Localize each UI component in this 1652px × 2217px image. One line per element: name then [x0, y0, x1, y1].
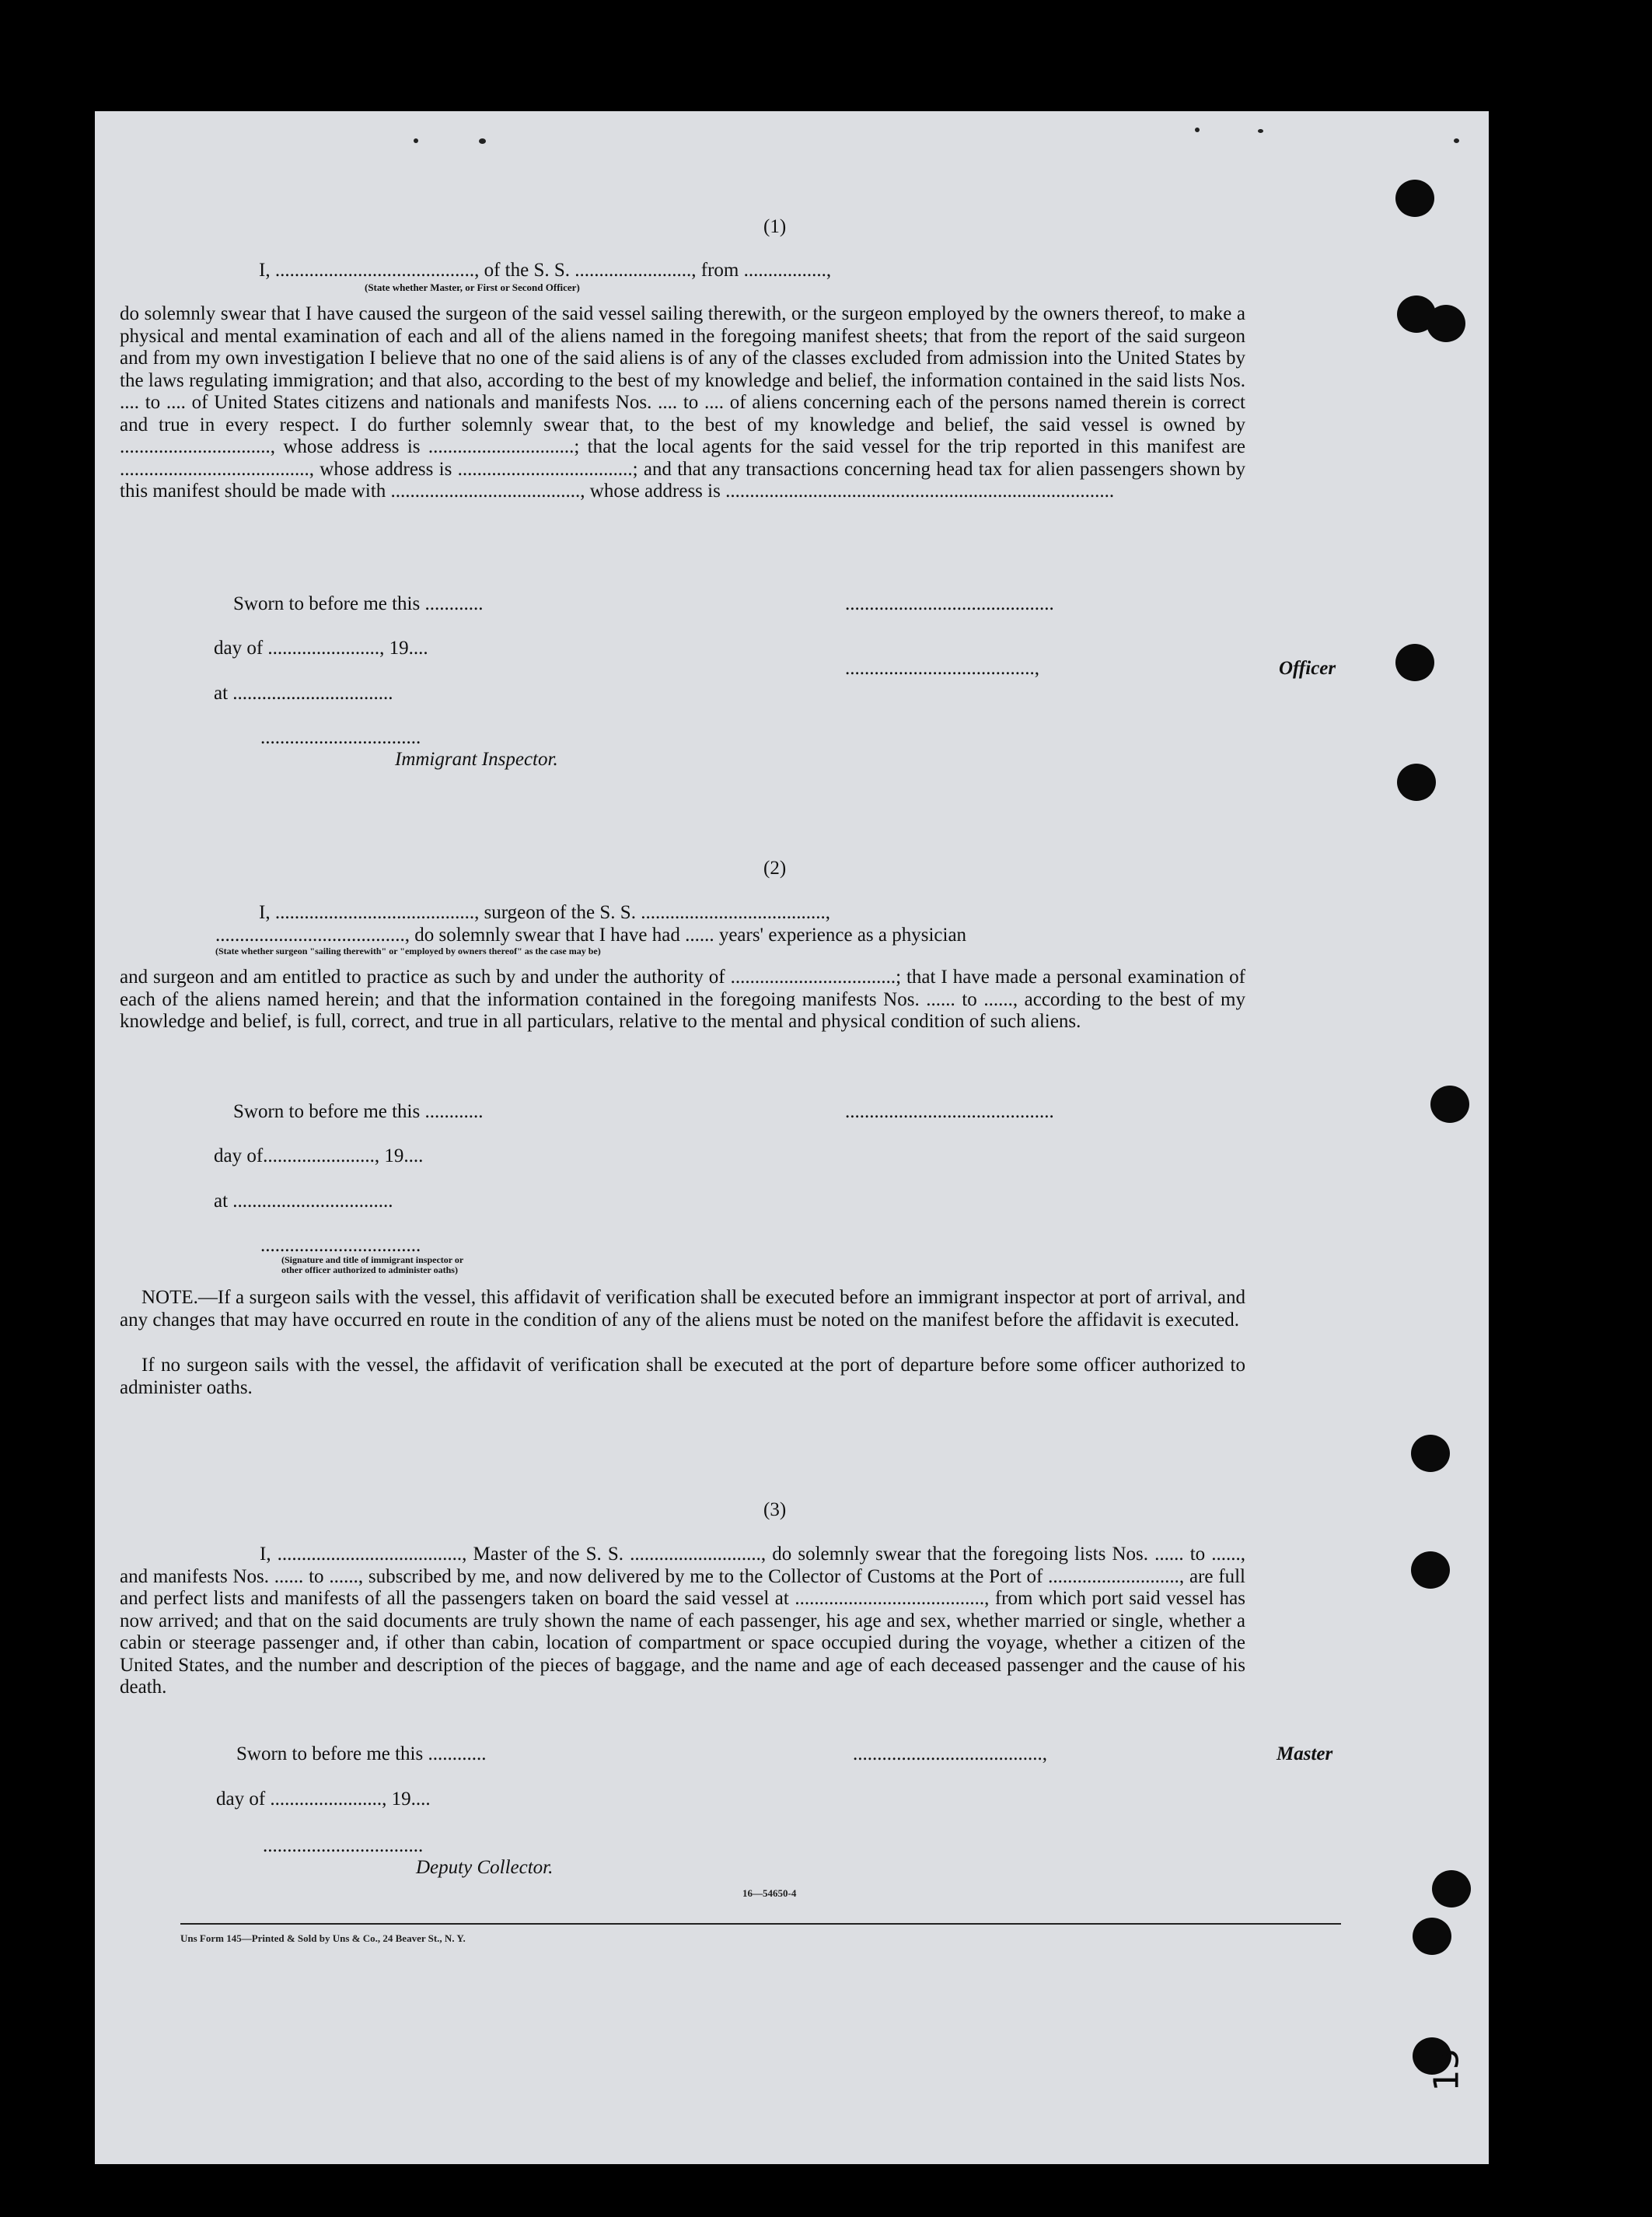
section-1-officer-line2: .......................................,	[845, 658, 1039, 679]
section-3-deputy-label: Deputy Collector.	[416, 1857, 554, 1878]
section-3-master-line: .......................................,	[853, 1743, 1047, 1764]
speck	[414, 138, 418, 143]
section-1-sworn: Sworn to before me this ............	[233, 593, 484, 614]
section-1-body: do solemnly swear that I have caused the surgeon of the said vessel sailing therewith, or the surgeon employed by the owners thereof, to make a physical and mental examination of each and all of the aliens named in the foregoing manifest sheets; that from the report of the said surgeon and from my own investigation I believe that no one of the said aliens is of any of the classes excluded from admission into the United States by the laws regulating immigration; and that also, according to the best of my knowledge and belief, the information contained in the said lists Nos. .... to .... of United States citizens and nationals and manifests Nos. .... to .... of aliens concerning each of the persons named therein is correct and true in every respect. I do further solemnly swear that, to the best of my knowledge and belief, the said vessel is owned by ..............................., whose address is ..............................; that the local agents for the said vessel for the trip reported in this manifest are ......................................., whose address is ....................................; and that any transactions concerning head tax for alien passengers shown by this manifest should be made with ......................................., whose address is ................................................................................	[120, 303, 1245, 502]
section-2-signature-note: (Signature and title of immigrant inspector or other officer authorized to administer oaths)	[281, 1254, 464, 1275]
section-2-note-2: If no surgeon sails with the vessel, the affidavit of verification shall be executed at the port of departure before some officer authorized to administer oaths.	[120, 1355, 1245, 1398]
section-2-sworn: Sworn to before me this ............	[233, 1101, 484, 1122]
section-3-master-label: Master	[1277, 1743, 1333, 1764]
section-2-line1: I, ........................................., surgeon of the S. S. ......................................,	[259, 902, 830, 923]
section-1-officer-line1: ...........................................	[845, 593, 1054, 614]
section-1-role-note: (State whether Master, or First or Second Officer)	[365, 281, 580, 293]
punch-hole	[1430, 1086, 1469, 1123]
section-1-number: (1)	[763, 216, 787, 237]
punch-hole	[1427, 305, 1465, 342]
footer-rule	[180, 1923, 1341, 1925]
section-1-day: day of ......................., 19....	[214, 638, 428, 659]
punch-hole	[1395, 180, 1434, 217]
form-number: 16—54650-4	[742, 1887, 797, 1899]
speck	[1454, 138, 1459, 143]
section-3-body: I, ......................................, Master of the S. S. ..........................., do solemnly swear that the foregoing lists Nos. ...... to ......, and manifests Nos. ...... to ......, subscribed by me, and now delivered by me to the Collector of Customs at the Port of ..........................., are full and perfect lists and manifests of all the passengers taken on board the said vessel at ......................................., from which port said vessel has now arrived; and that on the said documents are truly shown the name of each passenger, his age and sex, whether married or single, whether a cabin or steerage passenger and, if other than cabin, location of compartment or space occupied during the voyage, whether a citizen of the United States, and the number and description of the pieces of baggage, and the name and age of each deceased passenger and the cause of his death.	[120, 1544, 1245, 1698]
punch-hole	[1395, 644, 1434, 681]
section-1-signature-line: .................................	[260, 727, 421, 748]
section-1-officer-label: Officer	[1279, 658, 1336, 679]
page-number: 15	[1427, 2047, 1467, 2092]
printer-line: Uns Form 145—Printed & Sold by Uns & Co., 24 Beaver St., N. Y.	[180, 1932, 466, 1944]
section-2-line2: ......................................., do solemnly swear that I have had ...... years' experience as a physician	[215, 925, 967, 946]
section-2-body: and surgeon and am entitled to practice as such by and under the authority of ..................................; that I have made a personal examination of each of the aliens named herein; and that the information contained in the foregoing manifests Nos. ...... to ......, according to the best of my knowledge and belief, is full, correct, and true in all particulars, relative to the mental and physical condition of such aliens.	[120, 967, 1245, 1032]
punch-hole	[1432, 1870, 1471, 1908]
speck	[479, 138, 486, 144]
section-2-day: day of......................., 19....	[214, 1145, 424, 1166]
speck	[1195, 128, 1200, 132]
punch-hole	[1397, 764, 1436, 801]
section-2-surgeon-note: (State whether surgeon "sailing therewith" or "employed by owners thereof" as the case may be)	[215, 946, 601, 956]
section-1-inspector-label: Immigrant Inspector.	[395, 749, 558, 770]
section-2-note-1: NOTE.—If a surgeon sails with the vessel, this affidavit of verification shall be executed before an immigrant inspector at port of arrival, and any changes that may have occurred en route in the condition of any of the aliens must be noted on the manifest before the affidavit is executed.	[120, 1287, 1245, 1331]
section-3-day: day of ......................., 19....	[216, 1789, 431, 1810]
section-3-signature-line: .................................	[263, 1835, 424, 1856]
punch-hole	[1413, 1918, 1451, 1955]
section-2-at: at .................................	[214, 1191, 393, 1212]
section-1-line1: I, ........................................., of the S. S. ........................, from .................,	[259, 260, 832, 281]
section-2-number: (2)	[763, 858, 787, 879]
punch-hole	[1411, 1435, 1450, 1472]
speck	[1258, 129, 1263, 133]
section-1-at: at .................................	[214, 683, 393, 704]
punch-hole	[1411, 1551, 1450, 1589]
section-3-sworn: Sworn to before me this ............	[236, 1743, 487, 1764]
section-3-number: (3)	[763, 1499, 787, 1520]
section-2-signature-line: .................................	[260, 1235, 421, 1256]
section-2-right-line: ...........................................	[845, 1101, 1054, 1122]
